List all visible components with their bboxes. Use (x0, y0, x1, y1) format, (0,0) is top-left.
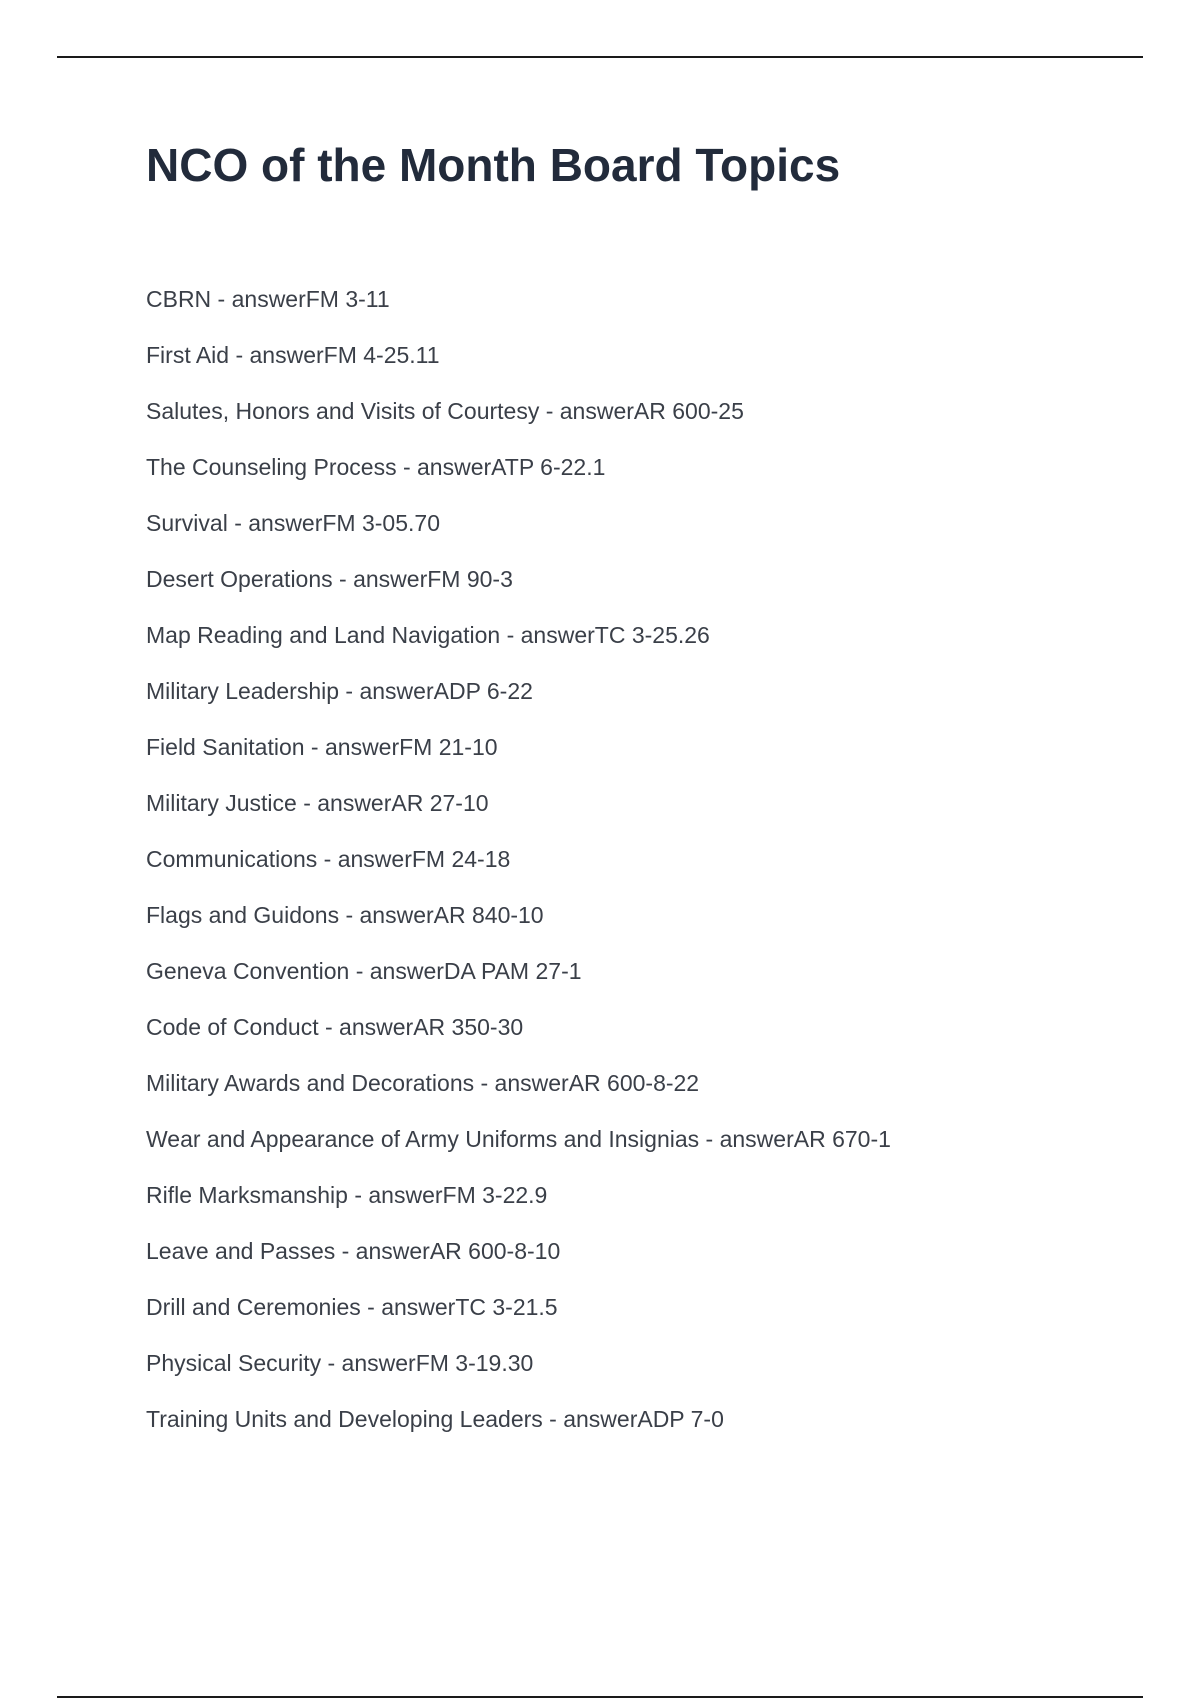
topic-item: Wear and Appearance of Army Uniforms and Insignias - answerAR 670-1 (146, 1126, 891, 1152)
bottom-divider (57, 1696, 1143, 1698)
topic-item: Desert Operations - answerFM 90-3 (146, 566, 513, 592)
topic-item: Field Sanitation - answerFM 21-10 (146, 734, 498, 760)
topic-item: Military Justice - answerAR 27-10 (146, 790, 489, 816)
topic-item: Flags and Guidons - answerAR 840-10 (146, 902, 544, 928)
topic-item: Training Units and Developing Leaders - answerADP 7-0 (146, 1406, 724, 1432)
topic-item: First Aid - answerFM 4-25.11 (146, 342, 440, 368)
topic-item: Drill and Ceremonies - answerTC 3-21.5 (146, 1294, 558, 1320)
topic-item: Physical Security - answerFM 3-19.30 (146, 1350, 534, 1376)
topic-item: Leave and Passes - answerAR 600-8-10 (146, 1238, 561, 1264)
topic-item: Geneva Convention - answerDA PAM 27-1 (146, 958, 582, 984)
topic-item: Military Awards and Decorations - answerAR 600-8-22 (146, 1070, 700, 1096)
page-title: NCO of the Month Board Topics (146, 139, 841, 191)
topic-item: CBRN - answerFM 3-11 (146, 286, 390, 312)
topic-item: Map Reading and Land Navigation - answerTC 3-25.26 (146, 622, 710, 648)
topic-item: The Counseling Process - answerATP 6-22.1 (146, 454, 606, 480)
topic-item: Rifle Marksmanship - answerFM 3-22.9 (146, 1182, 548, 1208)
topic-item: Military Leadership - answerADP 6-22 (146, 678, 533, 704)
topic-item: Code of Conduct - answerAR 350-30 (146, 1014, 524, 1040)
top-divider (57, 56, 1143, 58)
topic-item: Communications - answerFM 24-18 (146, 846, 511, 872)
topic-item: Salutes, Honors and Visits of Courtesy - answerAR 600-25 (146, 398, 744, 424)
topic-item: Survival - answerFM 3-05.70 (146, 510, 440, 536)
topic-list (146, 284, 891, 1460)
